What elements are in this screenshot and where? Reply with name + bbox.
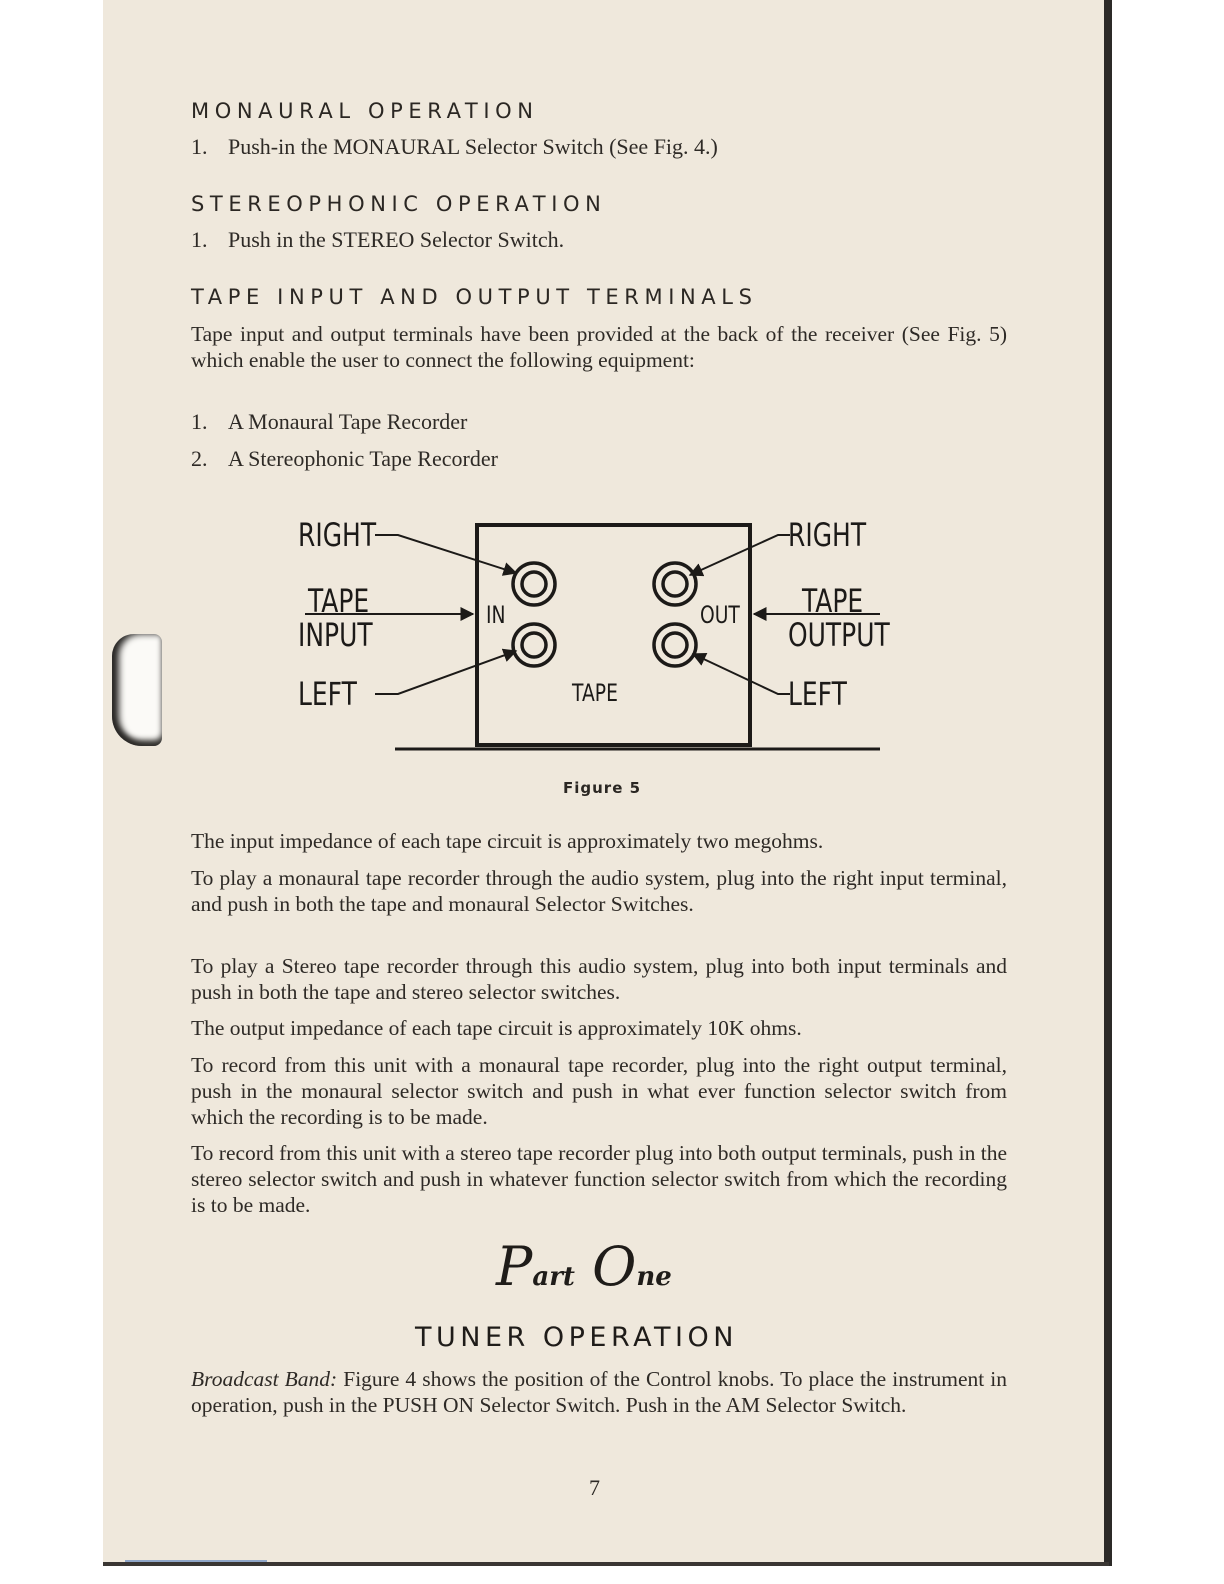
leader-lines (305, 535, 880, 694)
broadcast-lead: Broadcast Band: (191, 1367, 338, 1391)
list-number: 2. (191, 446, 208, 471)
broadcast-paragraph (191, 1366, 1007, 1418)
paragraph: The output impedance of each tape circuit is approximately 10K ohms. (191, 1016, 802, 1040)
page-bottom-edge (103, 1562, 1109, 1566)
in-panel-label: IN (486, 601, 506, 629)
paragraph: To record from this unit with a monaural tape recorder, plug into the right output terminal, push in the monaural selector switch and push in what ever function selector switch from which the recording is to be made. (191, 1053, 1007, 1129)
input-jack-right (513, 563, 555, 605)
scan-artifact-line (125, 1560, 267, 1562)
monaural-step-1 (191, 134, 718, 160)
tape-terminals-intro: Tape input and output terminals have been provided at the back of the receiver (See Fig. 5) which enable the user to connect the following equipment: (191, 322, 1007, 372)
monaural-heading: MONAURAL OPERATION (191, 99, 539, 123)
list-text: A Stereophonic Tape Recorder (228, 446, 498, 471)
paragraph: To play a Stereo tape recorder through this audio system, plug into both input terminals and push in both the tape and stereo selector switches. (191, 954, 1007, 1004)
part-title-letter-1: P (496, 1235, 533, 1298)
output-label: OUTPUT (788, 616, 890, 654)
output-left-label: LEFT (788, 675, 847, 713)
list-number: 1. (191, 409, 208, 434)
input-jack-left (513, 624, 555, 666)
step-number: 1. (191, 134, 208, 159)
part-title (496, 1235, 672, 1298)
paragraph: To play a monaural tape recorder through the audio system, plug into the right input terminal, and push in both the tape and monaural Selector Switches. (191, 866, 1007, 916)
tape-terminals-heading: TAPE INPUT AND OUTPUT TERMINALS (191, 285, 758, 309)
output-jack-right (654, 563, 696, 605)
tape-terminals-diagram (290, 505, 910, 765)
step-text: Push in the STEREO Selector Switch. (228, 227, 565, 252)
output-jack-left (654, 624, 696, 666)
input-left-label: LEFT (298, 675, 357, 713)
figure-caption: Figure 5 (563, 779, 642, 797)
part-title-rest-2: ne (636, 1262, 672, 1292)
input-tape-label: TAPE (308, 582, 370, 620)
tape-panel-label: TAPE (572, 679, 618, 707)
paragraph: The input impedance of each tape circuit is approximately two megohms. (191, 829, 824, 853)
tuner-operation-heading: TUNER OPERATION (415, 1322, 738, 1353)
page-number: 7 (589, 1475, 600, 1500)
part-title-letter-2: O (574, 1235, 637, 1298)
part-title-rest-1: art (532, 1262, 575, 1292)
broadcast-text: Figure 4 shows the position of the Control knobs. To place the instrument in operation, push in the PUSH ON Selector Switch. Push in the AM Selector Switch. (191, 1367, 1007, 1417)
input-right-label: RIGHT (298, 516, 377, 554)
output-right-label: RIGHT (788, 516, 867, 554)
stereophonic-heading: STEREOPHONIC OPERATION (191, 192, 607, 216)
output-tape-label: TAPE (802, 582, 864, 620)
page-binding-edge (1104, 0, 1112, 1566)
paragraph: To record from this unit with a stereo tape recorder plug into both output terminals, push in the stereo selector switch and push in whatever function selector switch from which the recording is to be made. (191, 1141, 1007, 1217)
input-label: INPUT (298, 616, 373, 654)
out-panel-label: OUT (700, 601, 740, 629)
stereophonic-step-1 (191, 227, 564, 253)
list-item (191, 446, 498, 472)
binder-punch-hole (112, 634, 162, 746)
step-number: 1. (191, 227, 208, 252)
step-text: Push-in the MONAURAL Selector Switch (See Fig. 4.) (228, 134, 718, 159)
list-item (191, 409, 467, 435)
list-text: A Monaural Tape Recorder (228, 409, 468, 434)
